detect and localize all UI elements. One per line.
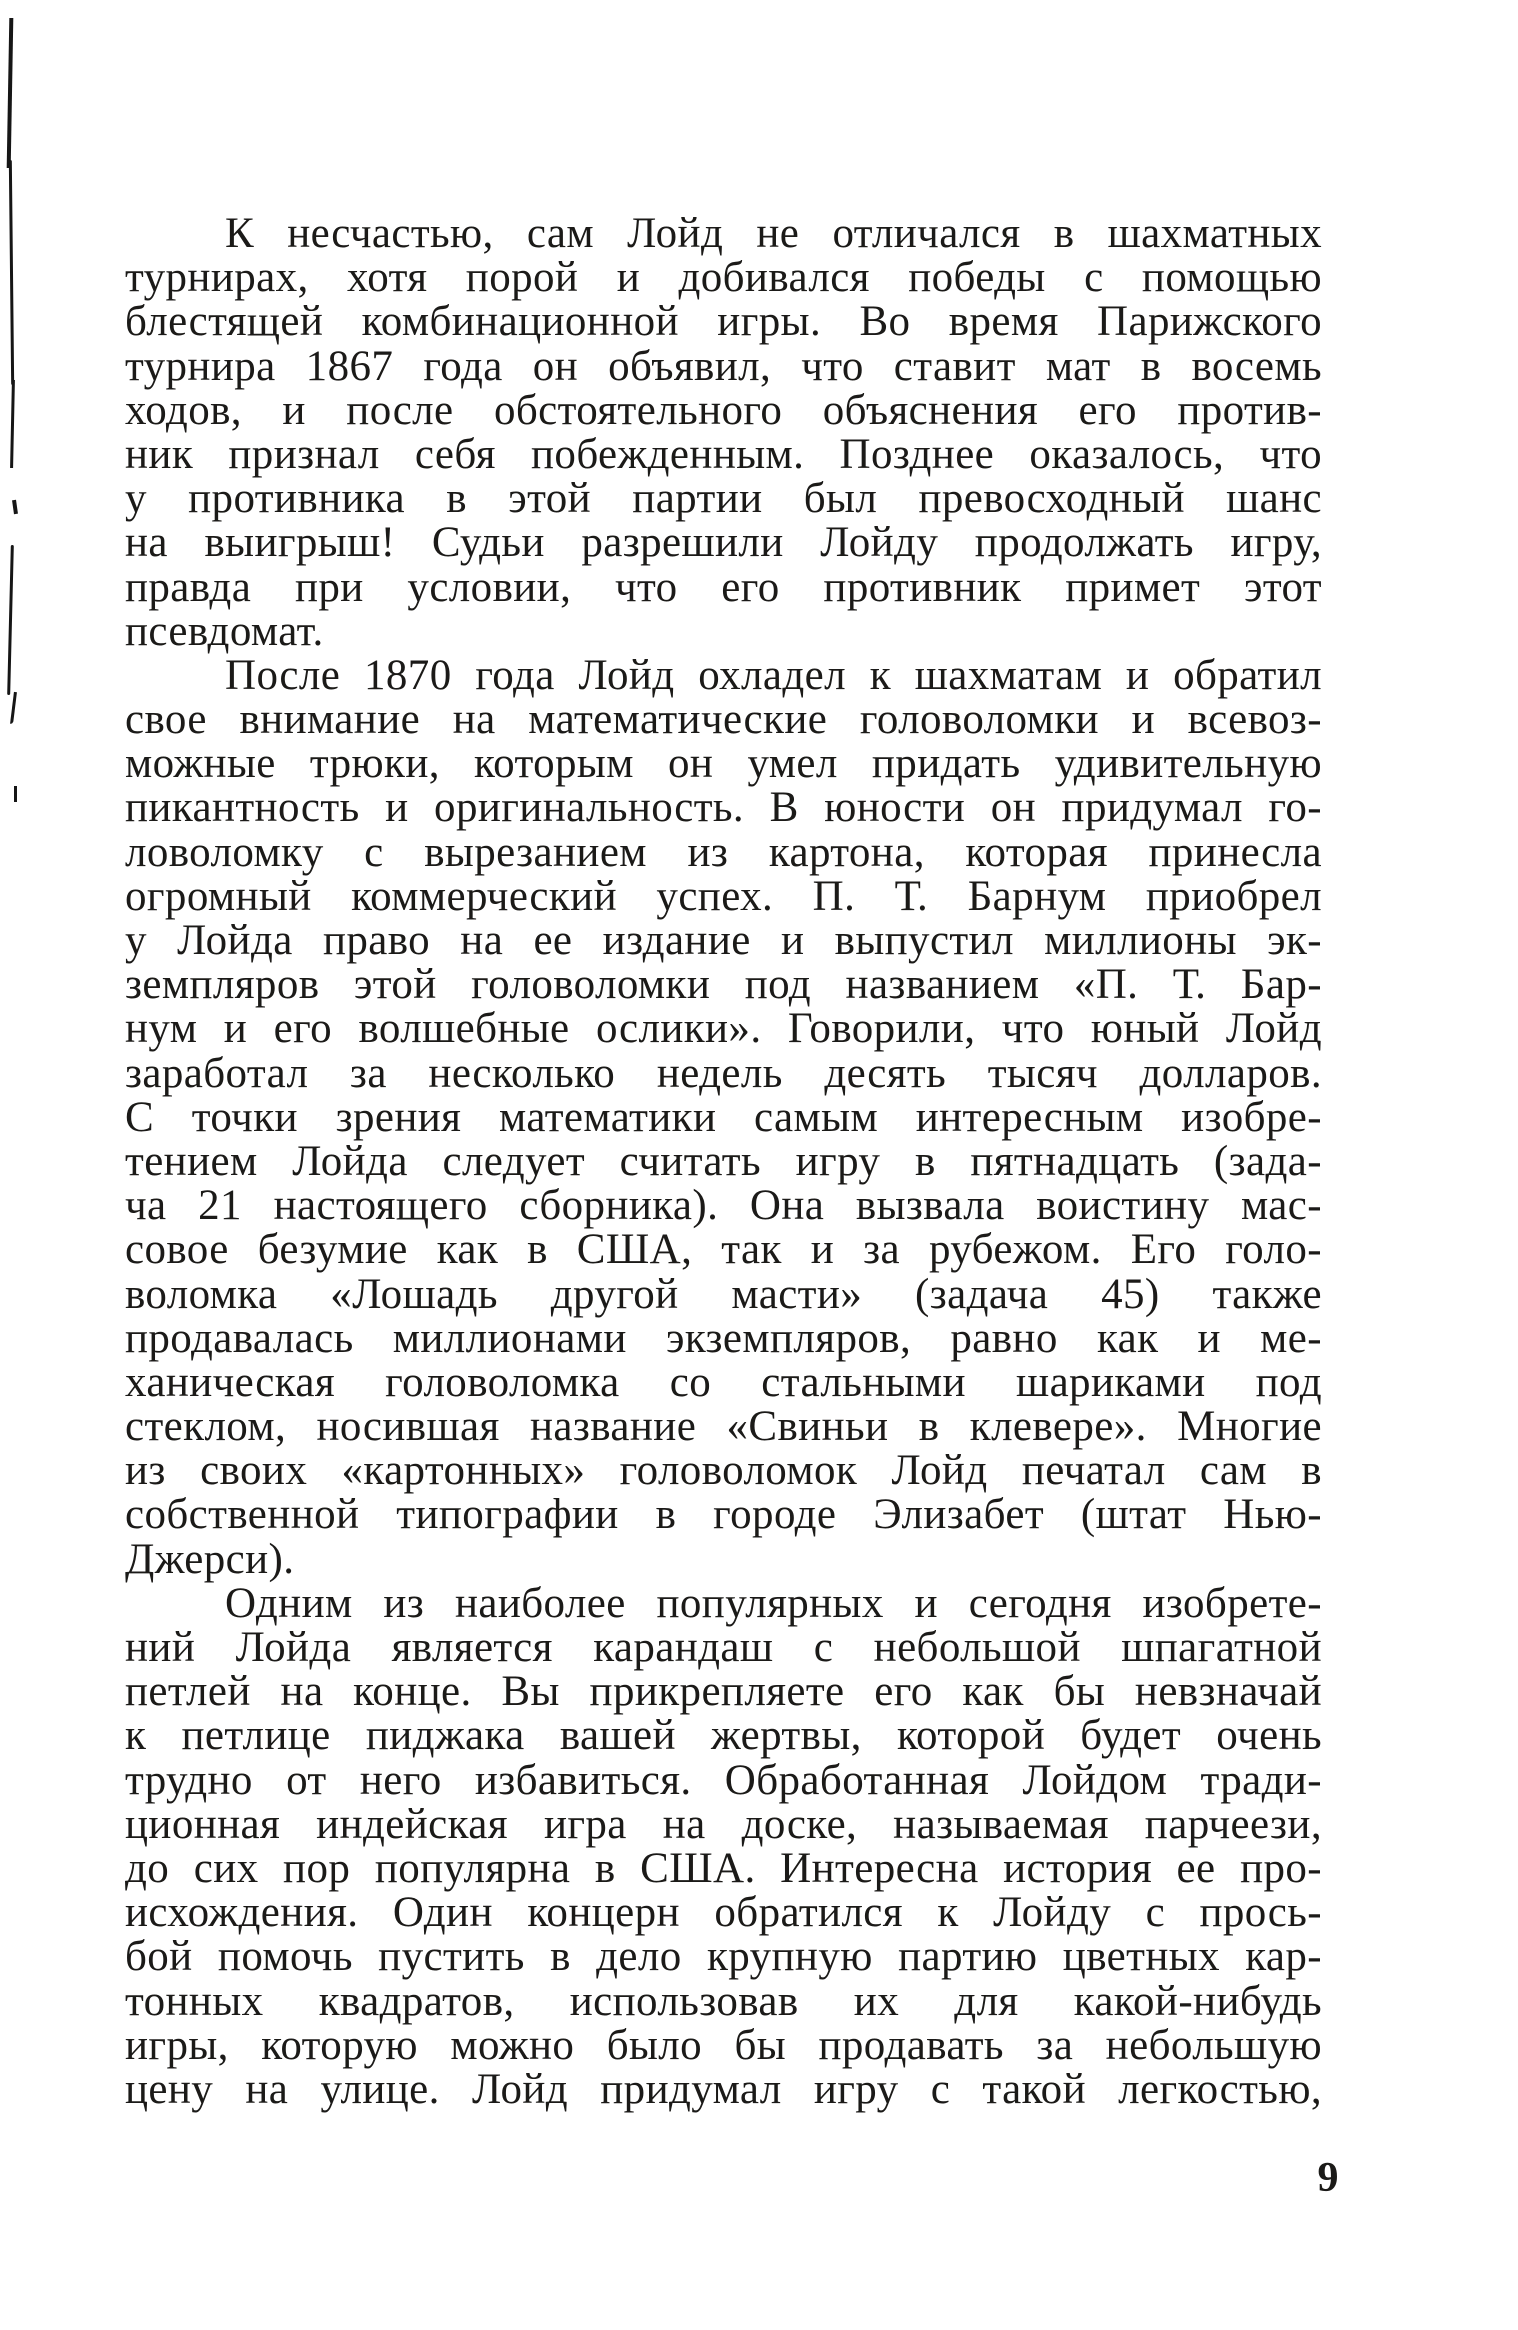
text-line: ний Лойда является карандаш с небольшой шпагатной — [125, 1624, 1322, 1671]
text-line: совое безумие как в США, так и за рубежом. Его голо- — [125, 1226, 1322, 1274]
text-line: к петлице пиджака вашей жертвы, которой будет очень — [125, 1712, 1322, 1760]
text-line: можные трюки, которым он умел придать удивительную — [125, 740, 1322, 788]
text-line: стеклом, носившая название «Свиньи в клевере». Многие — [125, 1403, 1322, 1451]
scan-artifact-mark — [10, 380, 15, 468]
text-line: до сих пор популярна в США. Интересна история ее про- — [125, 1844, 1322, 1892]
text-line: у противника в этой партии был превосходный шанс — [125, 475, 1322, 523]
text-line: турнирах, хотя порой и добивался победы с помощью — [125, 254, 1322, 302]
text-line: псевдомат. — [125, 607, 324, 655]
text-line: К несчастью, сам Лойд не отличался в шахматных — [225, 210, 1322, 257]
text-line: ча 21 настоящего сборника). Она вызвала воистину мас- — [125, 1182, 1322, 1230]
text-line: После 1870 года Лойд охладел к шахматам и обратил — [225, 651, 1322, 699]
text-line: продавалась миллионами экземпляров, равно как и ме- — [125, 1314, 1322, 1362]
text-line: из своих «картонных» головоломок Лойд печатал сам в — [125, 1447, 1322, 1495]
text-line: игры, которую можно было бы продавать за небольшую — [125, 2021, 1322, 2069]
text-line: на выигрыш! Судьи разрешили Лойду продолжать игру, — [125, 519, 1322, 567]
text-line: турнира 1867 года он объявил, что ставит мат в восемь — [125, 342, 1322, 390]
text-line: собственной типографии в городе Элизабет (штат Нью- — [125, 1491, 1322, 1539]
text-line: С точки зрения математики самым интересным изобре- — [125, 1093, 1322, 1141]
text-line: пикантность и оригинальность. В юности он придумал го- — [125, 784, 1322, 832]
text-line: земпляров этой головоломки под названием «П. Т. Бар- — [125, 961, 1322, 1009]
text-line: Одним из наиболее популярных и сегодня изобрете- — [225, 1579, 1322, 1627]
text-line: петлей на конце. Вы прикрепляете его как бы невзначай — [125, 1668, 1322, 1716]
text-line: у Лойда право на ее издание и выпустил миллионы эк- — [125, 917, 1322, 964]
text-line: ходов, и после обстоятельного объяснения его против- — [125, 386, 1322, 434]
scan-artifact-mark — [10, 692, 17, 724]
scan-artifact-mark — [12, 500, 18, 514]
text-line: тонных квадратов, использовав их для какой-нибудь — [125, 1977, 1322, 2025]
text-line: ционная индейская игра на доске, называемая парчеези, — [125, 1800, 1322, 1848]
text-line: свое внимание на математические головоломки и всевоз- — [125, 696, 1322, 744]
text-line: правда при условии, что его противник примет этот — [125, 563, 1322, 611]
text-line: трудно от него избавиться. Обработанная Лойдом тради- — [125, 1756, 1322, 1804]
scan-artifact-mark — [7, 18, 14, 168]
text-line: воломка «Лошадь другой масти» (задача 45) также — [125, 1270, 1322, 1318]
text-line: Джерси). — [125, 1535, 295, 1583]
text-line: цену на улице. Лойд придумал игру с такой легкостью, — [125, 2065, 1322, 2113]
text-line: нум и его волшебные ослики». Говорили, что юный Лойд — [125, 1005, 1322, 1053]
text-line: исхождения. Один концерн обратился к Лойду с прось- — [125, 1889, 1322, 1937]
page-number: 9 — [1317, 2155, 1339, 2201]
scan-artifact-mark — [9, 160, 14, 385]
scan-artifact-mark — [14, 786, 17, 802]
scan-artifact-mark — [7, 545, 14, 695]
text-line: блестящей комбинационной игры. Во время Парижского — [125, 298, 1322, 346]
text-line: ловоломку с вырезанием из картона, которая принесла — [125, 828, 1322, 876]
text-line: бой помочь пустить в дело крупную партию цветных кар- — [125, 1933, 1322, 1981]
body-text-block — [125, 212, 1322, 2112]
text-line: ник признал себя побежденным. Позднее оказалось, что — [125, 430, 1322, 478]
text-line: ханическая головоломка со стальными шариками под — [125, 1358, 1322, 1406]
text-line: тением Лойда следует считать игру в пятнадцать (зада- — [125, 1137, 1322, 1185]
text-line: огромный коммерческий успех. П. Т. Барнум приобрел — [125, 872, 1322, 920]
text-line: заработал за несколько недель десять тысяч долларов. — [125, 1049, 1322, 1097]
